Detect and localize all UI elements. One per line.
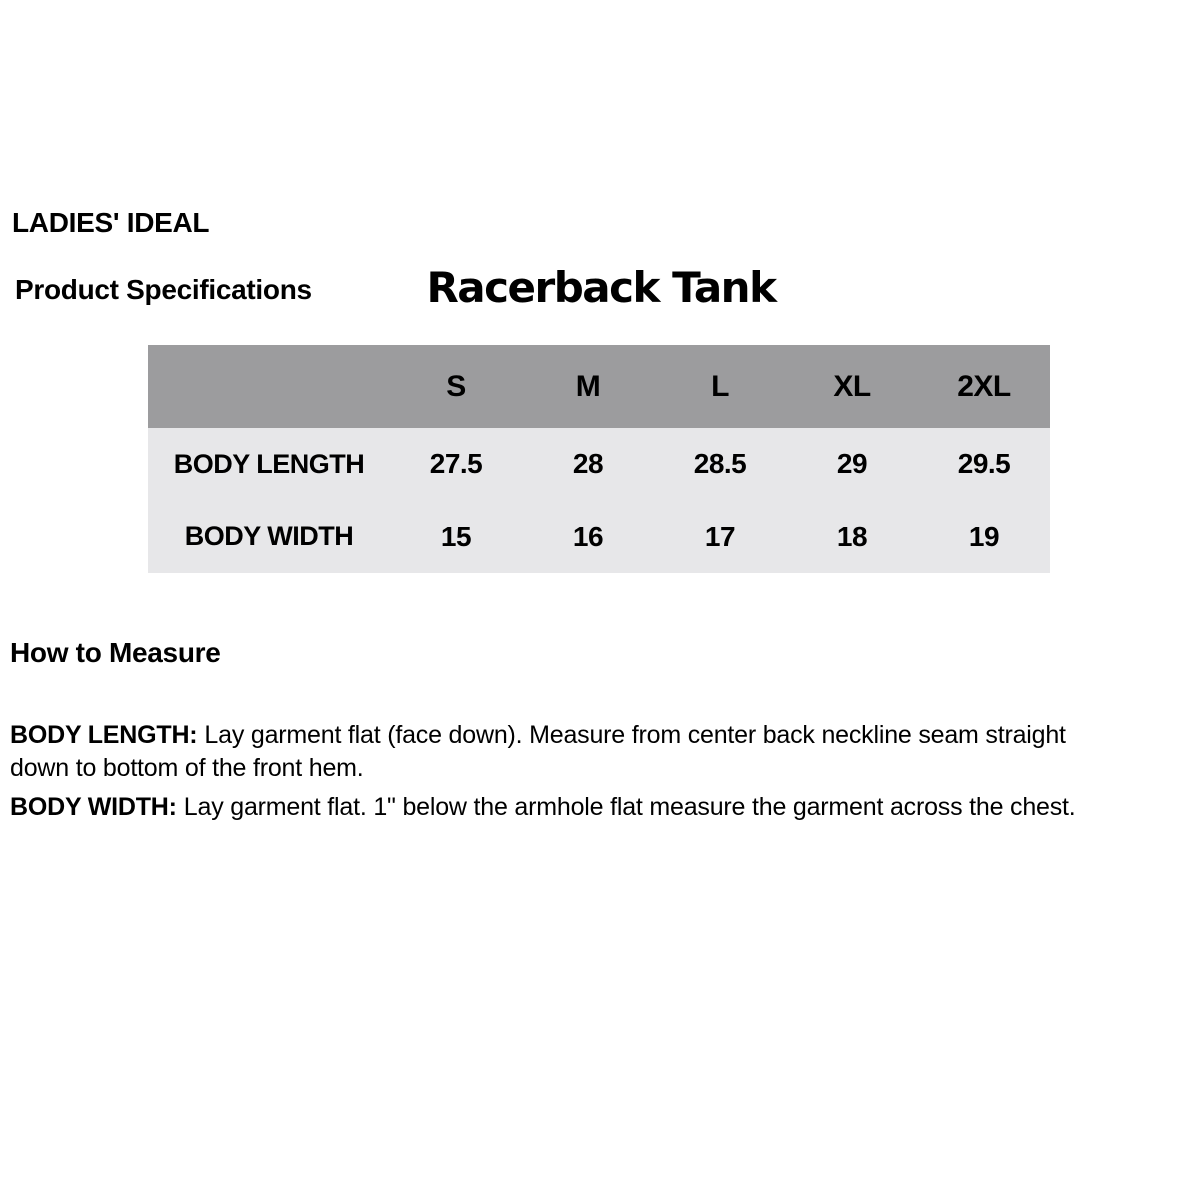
instruction-text: Lay garment flat (face down). Measure from center back neckline seam straight (204, 721, 1066, 749)
size-value-cell: 18 (836, 520, 868, 552)
corner-cell (148, 345, 390, 428)
size-value-cell: 16 (572, 520, 604, 552)
instruction-body-width (10, 791, 1195, 824)
size-col-header-xl: XL (833, 369, 871, 403)
instruction-line (10, 719, 1195, 752)
instruction-line: down to bottom of the front hem. (10, 754, 364, 782)
section-title: Product Specifications (15, 274, 312, 305)
size-col-header-2xl: 2XL (957, 369, 1011, 403)
size-chart-header-row (148, 345, 1050, 428)
table-row-body-length (148, 428, 1050, 501)
instruction-line (10, 791, 1195, 824)
brand-title: LADIES' IDEAL (12, 207, 210, 238)
instruction-term: BODY WIDTH: (10, 793, 177, 821)
how-to-measure-heading: How to Measure (10, 637, 221, 668)
size-col-header-s: S (446, 369, 466, 403)
size-value-cell: 29.5 (957, 448, 1011, 480)
instruction-body-length (10, 719, 1195, 785)
measure-instructions (10, 719, 1195, 824)
size-value-cell: 15 (440, 520, 472, 552)
size-col-header-m: M (575, 369, 601, 403)
size-value-cell: 29 (836, 448, 868, 480)
table-row-body-width (148, 501, 1050, 574)
size-value-cell: 28.5 (693, 448, 747, 480)
size-value-cell: 27.5 (429, 448, 483, 480)
size-col-header-l: L (711, 369, 729, 403)
instruction-text: Lay garment flat. 1" below the armhole flat measure the garment across the chest. (183, 793, 1076, 821)
size-value-cell: 19 (968, 520, 1000, 552)
size-value-cell: 17 (704, 520, 736, 552)
size-value-cell: 28 (572, 448, 604, 480)
size-chart-table (148, 345, 1050, 573)
instruction-term: BODY LENGTH: (10, 721, 198, 749)
product-title: Racerback Tank (426, 263, 776, 312)
row-label: BODY WIDTH (184, 521, 354, 552)
row-label: BODY LENGTH (173, 448, 365, 479)
